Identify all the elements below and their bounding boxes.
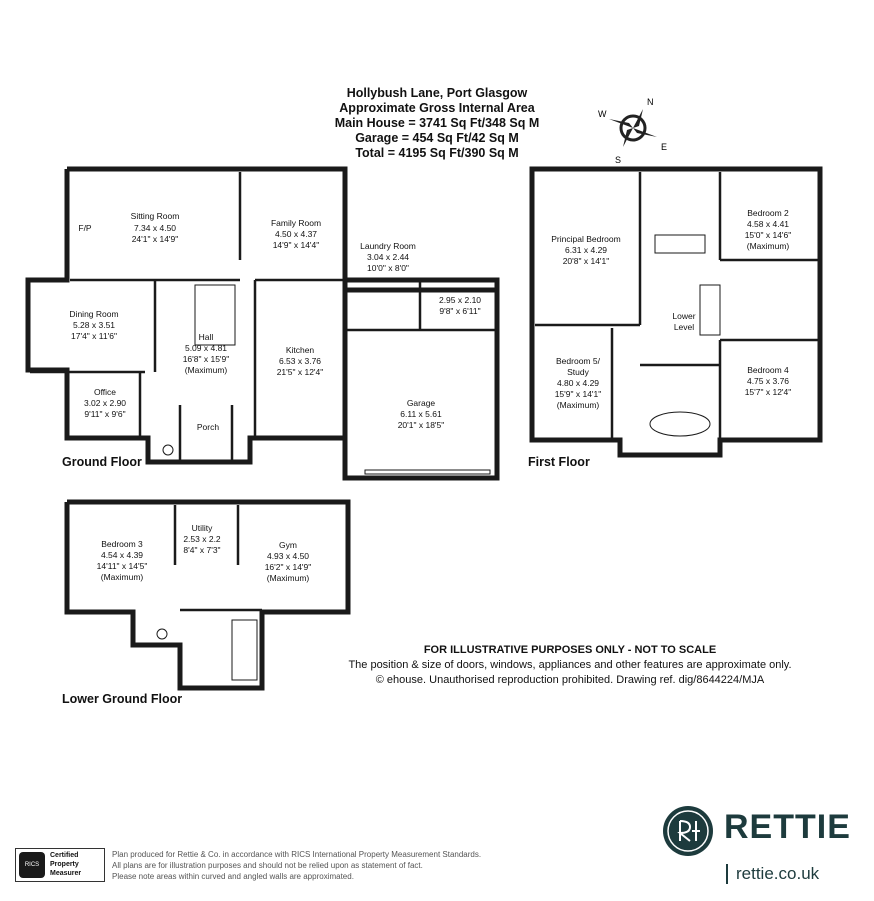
- bedroom3-name: Bedroom 3: [101, 539, 143, 549]
- bedroom5-name2: Study: [567, 367, 589, 377]
- fineprint-line3: Please note areas within curved and angled walls are approximated.: [112, 872, 354, 881]
- garage-metric: 6.11 x 5.61: [400, 409, 442, 419]
- area-subtitle: Approximate Gross Internal Area: [339, 101, 535, 115]
- first-floor-label: First Floor: [528, 455, 590, 469]
- wc-ground: [163, 445, 173, 455]
- main-house-area: Main House = 3741 Sq Ft/348 Sq M: [334, 116, 540, 130]
- bedroom3-imperial: 14'11" x 14'5": [96, 561, 148, 571]
- kitchen-metric: 6.53 x 3.76: [278, 356, 322, 366]
- office-name: Office: [93, 387, 117, 397]
- bedroom2-name: Bedroom 2: [747, 208, 789, 218]
- bedroom4-name: Bedroom 4: [747, 365, 789, 375]
- staircases: [195, 285, 720, 680]
- family-room-metric: 4.50 x 4.37: [274, 229, 318, 239]
- disclaimer-line3: © ehouse. Unauthorised reproduction prohibited. Drawing ref. dig/8644224/MJA: [375, 674, 765, 686]
- store-imperial: 9'8" x 6'11": [439, 306, 481, 316]
- ensuite-bath: [655, 235, 705, 253]
- rics-badge: [15, 848, 105, 882]
- utility-name: Utility: [191, 523, 213, 533]
- lower-level-line1: Lower: [672, 311, 696, 321]
- footer-fineprint: [112, 849, 532, 882]
- bedroom5-metric: 4.80 x 4.29: [556, 378, 600, 388]
- hall-note: (Maximum): [184, 365, 228, 375]
- total-area: Total = 4195 Sq Ft/390 Sq M: [355, 146, 519, 160]
- disclaimer: [300, 643, 840, 688]
- fixtures: [157, 235, 710, 639]
- ground-floor-label: Ground Floor: [62, 455, 142, 469]
- office-metric: 3.02 x 2.90: [83, 398, 127, 408]
- fineprint-line1: Plan produced for Rettie & Co. in accordance with RICS International Property Measurement Standards.: [112, 850, 482, 859]
- sitting-room-imperial: 24'1" x 14'9": [131, 234, 179, 244]
- compass-w: W: [598, 109, 607, 119]
- lower-ground-floor-label: Lower Ground Floor: [62, 692, 183, 706]
- fineprint-line2: All plans are for illustration purposes and should not be relied upon as statement of fact.: [112, 861, 423, 870]
- bedroom4-metric: 4.75 x 3.76: [746, 376, 790, 386]
- gym-metric: 4.93 x 4.50: [266, 551, 310, 561]
- disclaimer-line1: FOR ILLUSTRATIVE PURPOSES ONLY - NOT TO SCALE: [423, 644, 717, 656]
- dining-room-metric: 5.28 x 3.51: [72, 320, 116, 330]
- lower-floor-inner-walls: [175, 505, 262, 610]
- sitting-room-name: Sitting Room: [130, 211, 180, 221]
- brand-url[interactable]: rettie.co.uk: [736, 864, 820, 883]
- store-metric: 2.95 x 2.10: [438, 295, 482, 305]
- office-imperial: 9'11" x 9'6": [84, 409, 126, 419]
- bedroom2-metric: 4.58 x 4.41: [746, 219, 790, 229]
- bathtub: [650, 412, 710, 436]
- rics-logo-icon: RICS: [19, 852, 45, 878]
- utility-imperial: 8'4" x 7'3": [183, 545, 221, 555]
- gym-name: Gym: [279, 540, 297, 550]
- first-staircase: [700, 285, 720, 335]
- family-room-imperial: 14'9" x 14'4": [272, 240, 320, 250]
- lower-staircase: [232, 620, 257, 680]
- sitting-room-metric: 7.34 x 4.50: [133, 223, 177, 233]
- garage-area: Garage = 454 Sq Ft/42 Sq M: [355, 131, 519, 145]
- bedroom2-imperial: 15'0" x 14'6": [744, 230, 792, 240]
- bedroom5-name: Bedroom 5/: [556, 356, 600, 366]
- dining-room-name: Dining Room: [69, 309, 119, 319]
- bedroom5-imperial: 15'9" x 14'1": [554, 389, 602, 399]
- disclaimer-line2: The position & size of doors, windows, appliances and other features are approximate only.: [348, 659, 792, 671]
- property-address: Hollybush Lane, Port Glasgow: [346, 86, 528, 100]
- room-labels: [69, 208, 791, 583]
- brand-name: RETTIE: [724, 808, 851, 846]
- porch-name: Porch: [196, 422, 220, 432]
- laundry-room-name: Laundry Room: [360, 241, 416, 251]
- hall-name: Hall: [198, 332, 214, 342]
- garage-door: [365, 470, 490, 474]
- garage-imperial: 20'1" x 18'5": [397, 420, 445, 430]
- gym-note: (Maximum): [266, 573, 310, 583]
- hall-metric: 5.09 x 4.81: [184, 343, 228, 353]
- lower-level-line2: Level: [673, 322, 695, 332]
- bedroom3-note: (Maximum): [100, 572, 144, 582]
- brand-divider: [726, 864, 728, 884]
- bedroom3-metric: 4.54 x 4.39: [100, 550, 144, 560]
- laundry-room-metric: 3.04 x 2.44: [366, 252, 410, 262]
- bedroom2-note: (Maximum): [746, 241, 790, 251]
- principal-bedroom-imperial: 20'8" x 14'1": [562, 256, 610, 266]
- laundry-room-imperial: 10'0" x 8'0": [367, 263, 409, 273]
- rics-line1: Certified: [50, 852, 79, 859]
- rics-line3: Measurer: [50, 870, 82, 877]
- rettie-emblem-icon: [660, 803, 716, 859]
- rics-text: [50, 851, 81, 878]
- fp-label: F/P: [78, 223, 92, 233]
- bedroom4-imperial: 15'7" x 12'4": [744, 387, 792, 397]
- compass-e: E: [661, 142, 668, 152]
- rics-line2: Property: [50, 861, 79, 868]
- dining-room-imperial: 17'4" x 11'6": [71, 331, 117, 341]
- kitchen-imperial: 21'5" x 12'4": [276, 367, 324, 377]
- compass-n: N: [647, 97, 654, 107]
- garage-name: Garage: [406, 398, 436, 408]
- bedroom5-note: (Maximum): [556, 400, 600, 410]
- kitchen-name: Kitchen: [285, 345, 315, 355]
- utility-metric: 2.53 x 2.2: [183, 534, 221, 544]
- principal-bedroom-metric: 6.31 x 4.29: [564, 245, 608, 255]
- family-room-name: Family Room: [270, 218, 322, 228]
- gym-imperial: 16'2" x 14'9": [264, 562, 312, 572]
- principal-bedroom-name: Principal Bedroom: [551, 234, 621, 244]
- hall-imperial: 16'8" x 15'9": [182, 354, 230, 364]
- compass-s: S: [615, 155, 622, 165]
- wc-lower: [157, 629, 167, 639]
